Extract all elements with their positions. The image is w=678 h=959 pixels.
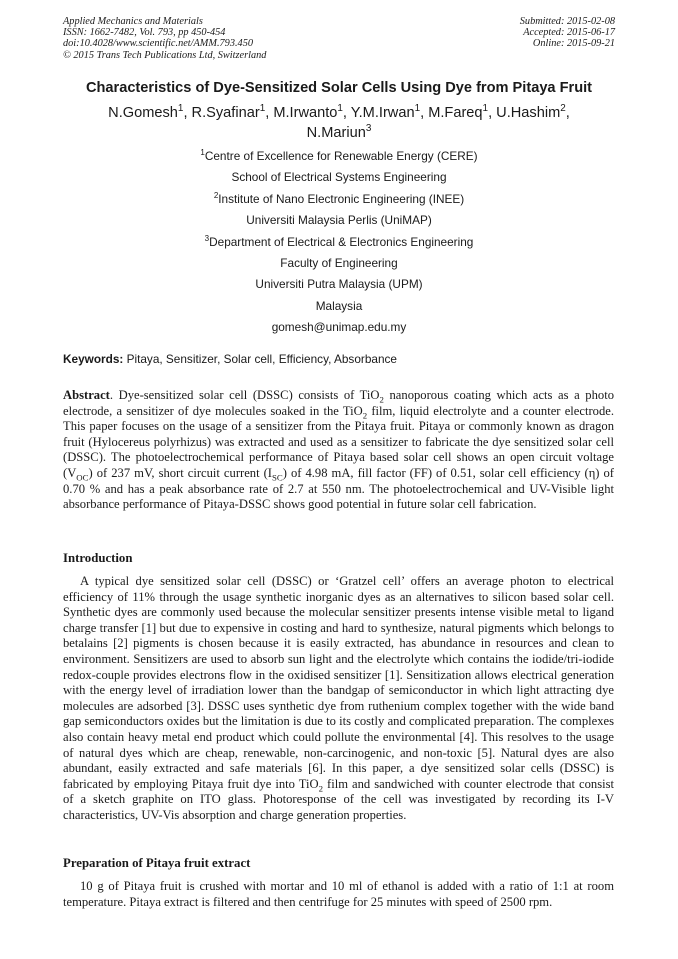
preparation-body: 10 g of Pitaya fruit is crushed with mortar and 10 ml of ethanol is added with a ratio of 1:1 at room temperature. Pitaya extract is filtered and then centrifuge for 25 minutes with speed of 2500 rpm.	[63, 879, 614, 909]
affiliation-line: Faculty of Engineering	[280, 256, 398, 271]
author: M.Fareq$^1$,	[428, 103, 497, 121]
issn-line: ISSN: 1662-7482, Vol. 793, pp 450-454	[63, 27, 226, 39]
journal-name: Applied Mechanics and Materials	[63, 16, 203, 27]
affiliation-line: Universiti Putra Malaysia (UPM)	[255, 277, 423, 292]
affiliation-line: Malaysia	[315, 298, 363, 313]
abstract-label: Abstract	[63, 388, 110, 402]
paper-title: Characteristics of Dye-Sensitized Solar Cells Using Dye from Pitaya Fruit	[85, 80, 593, 96]
doi-line: doi:10.4028/www.scientific.net/AMM.793.450	[63, 38, 253, 50]
affiliation-line: School of Electrical Systems Engineering	[231, 170, 447, 185]
keywords-text: Pitaya, Sensitizer, Solar cell, Efficiency, Absorbance	[123, 352, 397, 366]
author: Y.M.Irwan$^1$,	[350, 103, 429, 121]
author: N.Mariun$^3$	[306, 123, 372, 141]
accepted-date: Accepted: 2015-06-17	[523, 27, 615, 39]
author: U.Hashim$^2$,	[496, 103, 570, 121]
author: M.Irwanto$^1$,	[273, 103, 351, 121]
author-email: gomesh@unimap.edu.my	[271, 320, 407, 335]
author-list	[60, 103, 618, 143]
author: R.Syafinar$^1$,	[191, 103, 274, 121]
journal-header-right	[520, 16, 615, 50]
author: N.Gomesh$^1$,	[108, 103, 192, 121]
introduction-heading: Introduction	[63, 551, 133, 565]
abstract: Abstract. Dye-sensitized solar cell (DSSC) consists of TiO$_2$ nanoporous coating which acts as a photo electrode, a sensitizer of dye molecules soaked in the TiO$_2$ film, liquid electrolyte and a counter electrode. This paper focuses on the usage of a sensitizer from the Pitaya fruit. Pitaya or commonly known as dragon fruit (Hylocereus polyrhizus) was extracted and used as a sensitizer to fabricate the dye sensitized solar cell (DSSC). The photoelectrochemical performance of Pitaya based solar cell shows an open circuit voltage $(V_{OC})$ of 237 mV, short circuit current $(I_{SC})$ of 4.98 mA, fill factor (FF) of 0.51, solar cell efficiency (η) of 0.70 % and has a peak absorbance rate of 2.7 at 550 nm. The photoelectrochemical and UV-Visible light absorbance performance of Pitaya-DSSC shows good potential in future solar cell fabrication.	[63, 388, 614, 512]
affiliation-line: $^1$Centre of Excellence for Renewable Energy (CERE)	[200, 148, 478, 163]
submitted-date: Submitted: 2015-02-08	[519, 16, 615, 27]
preparation-heading: Preparation of Pitaya fruit extract	[63, 856, 251, 870]
keywords	[63, 352, 623, 366]
affiliation-line: Universiti Malaysia Perlis (UniMAP)	[246, 213, 432, 228]
affiliations	[60, 146, 618, 339]
copyright-line: © 2015 Trans Tech Publications Ltd, Switzerland	[63, 49, 267, 61]
introduction-body: A typical dye sensitized solar cell (DSSC) or ‘Gratzel cell’ offers an average photon to electrical efficiency of 11% through the usage synthetic inorganic dyes as an alternatives to silicon based solar cell. Synthetic dyes are commonly used because the molecular sensitizer presents intense visible metal to ligand charge transfer [1] but due to expensive in costing and hard to synthesize, natural pigments which belongs to betalains [2] pigments is chosen because it is easily extracted, has abundance in resources and clean to environment. Sensitizers are used to absorb sun light and the electrolyte which contains the iodide/tri-iodide redox-couple provides electrons flow in the oxidised sensitizer [1]. Sensitization allows electrical generation with the energy level of irradiation lower than the bandgap of semiconductor in which light attracting dye molecules are adsorbed [3]. DSSC uses synthetic dye from ruthenium complex together with the wide band gap semiconductors oxides but the limitation is due to its costly and complicated preparation. The complexes also contain heavy metal end product which could pollute the environmental [4]. This resolves to the usage of natural dyes which are cheap, renewable, non-carcinogenic, and non-toxic [5]. Natural dyes are also abundant, easily extracted and safe materials [6]. In this paper, a dye sensitized solar cells (DSSC) is fabricated by employing Pitaya fruit dye into TiO$_2$ film and sandwiched with counter electrode that consist of a sketch graphite on ITO glass. Photoresponse of the cell was investigated by recording its I-V characteristics, UV-Vis absorption and charge generation properties.	[63, 574, 614, 822]
keywords-label: Keywords:	[63, 352, 124, 366]
journal-header-left	[63, 16, 266, 61]
online-date: Online: 2015-09-21	[532, 38, 615, 50]
affiliation-line: $^3$Department of Electrical & Electronics Engineering	[204, 233, 474, 249]
affiliation-line: $^2$Institute of Nano Electronic Engineering (INEE)	[213, 190, 465, 206]
